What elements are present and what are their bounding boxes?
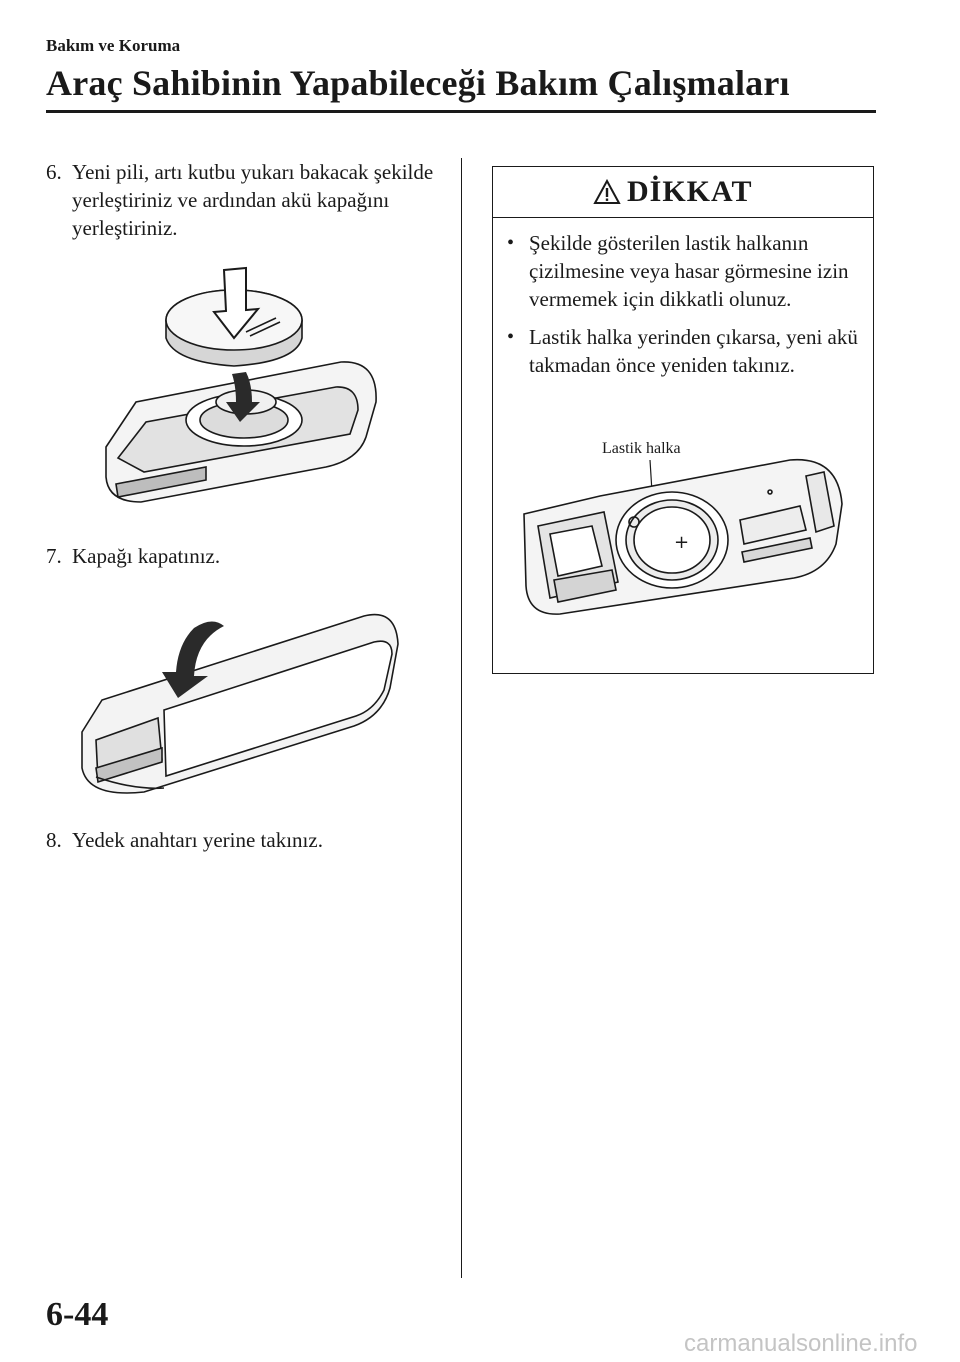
step-number: 8. (46, 828, 62, 852)
step-6 (46, 158, 446, 242)
caution-bullet: • Lastik halka yerinden çıkarsa, yeni akü takmadan önce yeniden takınız. (507, 325, 858, 377)
step-7 (46, 542, 446, 570)
section-label: Bakım ve Koruma (46, 36, 181, 55)
watermark: carmanualsonline.info (684, 1330, 918, 1357)
title-rule (46, 110, 876, 113)
close-cover-illustration (74, 592, 404, 804)
rubber-ring-illustration (520, 456, 850, 616)
warning-triangle-icon (593, 179, 621, 210)
step-text: Yeni pili, artı kutbu yukarı bakacak şekilde yerleştiriniz ve ardından akü kapağını yerleştiriniz. (72, 160, 434, 240)
caution-header (493, 167, 873, 218)
svg-text:+: + (674, 532, 690, 553)
page-number: 6-44 (46, 1296, 109, 1333)
step-8 (46, 826, 446, 854)
page-title: Araç Sahibinin Yapabileceği Bakım Çalışmaları (46, 63, 790, 103)
caution-bullets (507, 229, 867, 389)
battery-insert-illustration (96, 262, 386, 512)
column-divider (461, 158, 462, 1278)
step-text: Yedek anahtarı yerine takınız. (72, 828, 323, 852)
step-number: 6. (46, 160, 62, 184)
step-text: Kapağı kapatınız. (72, 544, 221, 568)
caution-title: DİKKAT (627, 175, 753, 208)
caution-bullet: • Şekilde gösterilen lastik halkanın çizilmesine veya hasar görmesine izin vermemek için dikkatli olunuz. (507, 231, 849, 311)
step-number: 7. (46, 544, 62, 568)
rubber-ring-label: Lastik halka (602, 440, 681, 457)
